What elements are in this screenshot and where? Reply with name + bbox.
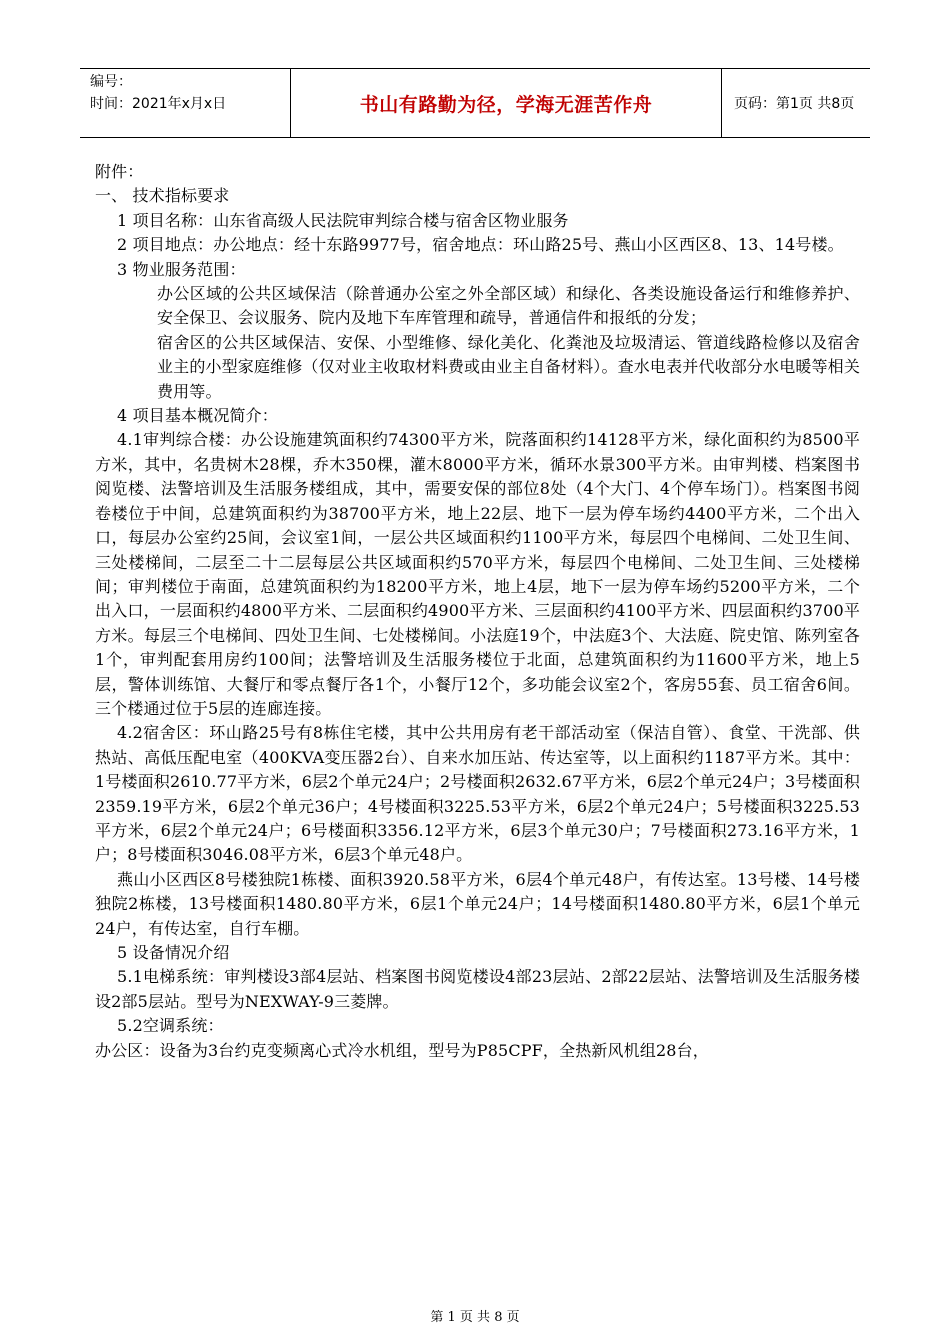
dormitory-area-paragraph: 4.2宿舍区：环山路25号有8栋住宅楼，其中公共用房有老干部活动室（保洁自管）、食堂、干洗部、供热站、高低压配电室（400KVA变压器2台）、自来水加压站、传达室等，以上面积约1187平方米。其中：1号楼面积2610.77平方米，6层2个单元24户；2号楼面积2632.67平方米，6层2个单元24户；3号楼面积2359.19平方米，6层2个单元36户；4号楼面积3225.53平方米，6层2个单元24户；5号楼面积3225.53平方米，6层2个单元24户；6号楼面积3356.12平方米，6层3个单元30户；7号楼面积273.16平方米，1户；8号楼面积3046.08平方米，6层3个单元48户。	[95, 723, 860, 865]
document-number-label: 编号：	[90, 74, 132, 90]
header-page-label: 页码：第1页 共8页	[734, 96, 855, 112]
trial-building-paragraph: 4.1审判综合楼：办公设施建筑面积约74300平方米，院落面积约14128平方米，绿化面积约为8500平方米，其中，名贵树木28棵，乔木350棵，灌木8000平方米，循环水景300平方米。由审判楼、档案图书阅览楼、法警培训及生活服务楼组成，其中，需要安保的部位8处（4个大门、4个停车场门）。档案图书阅卷楼位于中间，总建筑面积约为38700平方米，地上22层、地下一层为停车场约4400平方米，二个出入口，每层办公室约25间，会议室1间，一层公共区域面积约1100平方米，每层四个电梯间、二处卫生间、三处楼梯间，二层至二十二层每层公共区域面积约570平方米，每层四个电梯间、二处卫生间、三处楼梯间；审判楼位于南面，总建筑面积约为18200平方米，地上4层，地下一层为停车场约5200平方米，二个出入口，一层面积约4800平方米、二层面积约4900平方米、三层面积约4100平方米、四层面积约3700平方米。每层三个电梯间、四处卫生间、七处楼梯间。小法庭19个，中法庭3个、大法庭、院史馆、陈列室各1个，审判配套用房约100间；法警培训及生活服务楼位于北面，总建筑面积约为11600平方米，地上5层，警体训练馆、大餐厅和零点餐厅各1个，小餐厅12个，多功能会议室2个，客房55套、员工宿舍6间。三个楼通过位于5层的连廊连接。	[95, 430, 860, 718]
section-heading: 一、 技术指标要求	[95, 186, 230, 206]
header-meta	[90, 71, 290, 115]
page-footer: 第 1 页 共 8 页	[430, 1310, 520, 1325]
office-hvac-paragraph: 办公区：设备为3台约克变频离心式冷水机组，型号为P85CPF，全热新风机组28台，	[95, 1040, 709, 1060]
project-name-item: 1 项目名称：山东省高级人民法院审判综合楼与宿舍区物业服务	[117, 210, 569, 230]
yanshan-paragraph: 燕山小区西区8号楼独院1栋楼、面积3920.58平方米，6层4个单元48户，有传达室。13号楼、14号楼独院2栋楼，13号楼面积1480.80平方米，6层1个单元24户；14号楼面积1480.80平方米，6层1个单元24户，有传达室，自行车棚。	[95, 869, 860, 938]
elevator-paragraph: 5.1电梯系统：审判楼设3部4层站、档案图书阅览楼设4部23层站、2部22层站、法警培训及生活服务楼设2部5层站。型号为NEXWAY-9三菱牌。	[95, 967, 860, 1011]
document-date-label: 时间：2021年x月x日	[90, 96, 227, 112]
dormitory-scope-paragraph: 宿舍区的公共区域保洁、安保、小型维修、绿化美化、化粪池及垃圾清运、管道线路检修以及宿舍业主的小型家庭维修（仅对业主收取材料费或由业主自备材料）。查水电表并代收部分水电暖等相关费用等。	[157, 332, 860, 401]
service-scope-item: 3 物业服务范围：	[117, 259, 246, 279]
office-scope-paragraph: 办公区域的公共区域保洁（除普通办公室之外全部区域）和绿化、各类设施设备运行和维修养护、安全保卫、会议服务、院内及地下车库管理和疏导，普通信件和报纸的分发；	[157, 284, 860, 328]
attachment-label: 附件：	[95, 162, 144, 181]
project-overview-item: 4 项目基本概况简介：	[117, 406, 278, 426]
header-motto: 书山有路勤为径，学海无涯苦作舟	[359, 93, 653, 116]
equipment-item: 5 设备情况介绍	[117, 943, 230, 962]
page-header	[80, 68, 870, 138]
project-location-item: 2 项目地点：办公地点：经十东路9977号，宿舍地点：环山路25号、燕山小区西区8、13、14号楼。	[117, 235, 844, 255]
hvac-heading: 5.2空调系统：	[117, 1016, 224, 1036]
document-body	[95, 160, 860, 1063]
